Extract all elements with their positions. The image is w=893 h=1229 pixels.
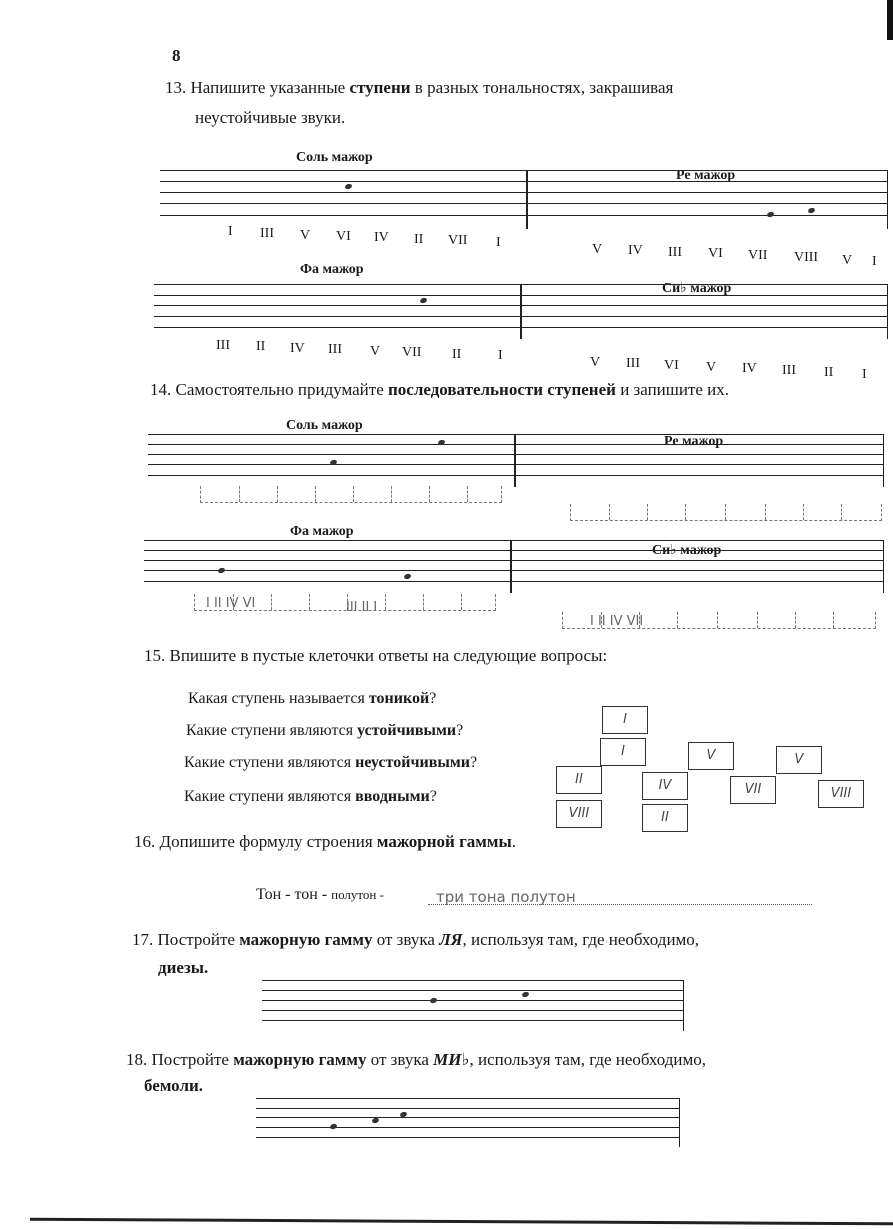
task14-text-post: и запишите их. bbox=[615, 380, 730, 399]
task17-heading: 17. Постройте мажорную гамму от звука ЛЯ, используя там, где необходимо, bbox=[132, 930, 700, 949]
staff-14-fa-sib bbox=[144, 540, 884, 593]
handwriting: I II IV VII bbox=[590, 614, 644, 629]
answer-box[interactable]: I bbox=[600, 738, 646, 766]
answer-box[interactable]: VIII bbox=[818, 780, 864, 808]
answer-cells-re bbox=[570, 504, 882, 521]
staff-14-sol-re bbox=[148, 434, 884, 487]
question-leading: Какие ступени являются вводными? bbox=[184, 788, 437, 805]
task16-heading: 16. Допишите формулу строения мажорной гаммы. bbox=[134, 832, 516, 851]
key-label-re-13: Ре мажор bbox=[676, 168, 736, 183]
task13-text-pre: Напишите указанные bbox=[190, 78, 350, 97]
handwriting: три тона полутон bbox=[436, 888, 576, 906]
question-unstable: Какие ступени являются неустойчивыми? bbox=[184, 754, 478, 771]
key-label-sol-13: Соль мажор bbox=[296, 150, 373, 165]
handwriting: III II I bbox=[346, 600, 378, 615]
formula-line: Тон - тон - полутон - bbox=[256, 886, 384, 903]
task13-bold: ступени bbox=[349, 78, 411, 97]
key-label-fa-14: Фа мажор bbox=[290, 524, 354, 539]
question-stable: Какие ступени являются устойчивыми? bbox=[186, 722, 464, 739]
answer-box[interactable]: IV bbox=[642, 772, 688, 800]
answer-box[interactable]: VII bbox=[730, 776, 776, 804]
task13-number: 13. bbox=[165, 78, 187, 97]
answer-box[interactable]: I bbox=[602, 706, 648, 734]
answer-box[interactable]: II bbox=[642, 804, 688, 832]
page-number: 8 bbox=[172, 46, 181, 65]
handwriting: I II IV VI bbox=[206, 596, 256, 611]
task14-bold: последовательности ступеней bbox=[388, 380, 616, 399]
staff-13-fa-sib bbox=[154, 284, 888, 339]
staff-17 bbox=[262, 980, 684, 1031]
answer-box[interactable]: VIII bbox=[556, 800, 602, 828]
key-label-sol-14: Соль мажор bbox=[286, 418, 363, 433]
answer-box[interactable]: V bbox=[688, 742, 734, 770]
key-label-re-14: Ре мажор bbox=[664, 434, 724, 449]
task15-heading: 15. Впишите в пустые клеточки ответы на следующие вопросы: bbox=[144, 646, 608, 665]
task13-text-post: в разных тональностях, закрашивая bbox=[410, 78, 674, 97]
task17-line2: диезы. bbox=[158, 958, 209, 977]
task13-heading bbox=[165, 78, 887, 98]
task18-heading: 18. Постройте мажорную гамму от звука МИ♭, используя там, где необходимо, bbox=[126, 1050, 707, 1069]
staff-13-sol-re bbox=[160, 170, 888, 229]
page-bottom-edge bbox=[30, 1218, 893, 1226]
task14-heading bbox=[150, 380, 729, 400]
task14-text-pre: 14. Самостоятельно придумайте bbox=[150, 380, 388, 399]
task13-line2: неустойчивые звуки. bbox=[195, 108, 346, 127]
key-label-sib-14: Си♭ мажор bbox=[652, 543, 722, 558]
answer-box[interactable]: II bbox=[556, 766, 602, 794]
key-label-fa-13: Фа мажор bbox=[300, 262, 364, 277]
answer-cells-sol bbox=[200, 486, 502, 503]
scan-edge bbox=[887, 0, 893, 40]
question-tonic: Какая ступень называется тоникой? bbox=[188, 690, 437, 707]
staff-18 bbox=[256, 1098, 680, 1147]
task18-line2: бемоли. bbox=[144, 1076, 204, 1095]
key-label-sib-13: Си♭ мажор bbox=[662, 281, 732, 296]
answer-box[interactable]: V bbox=[776, 746, 822, 774]
